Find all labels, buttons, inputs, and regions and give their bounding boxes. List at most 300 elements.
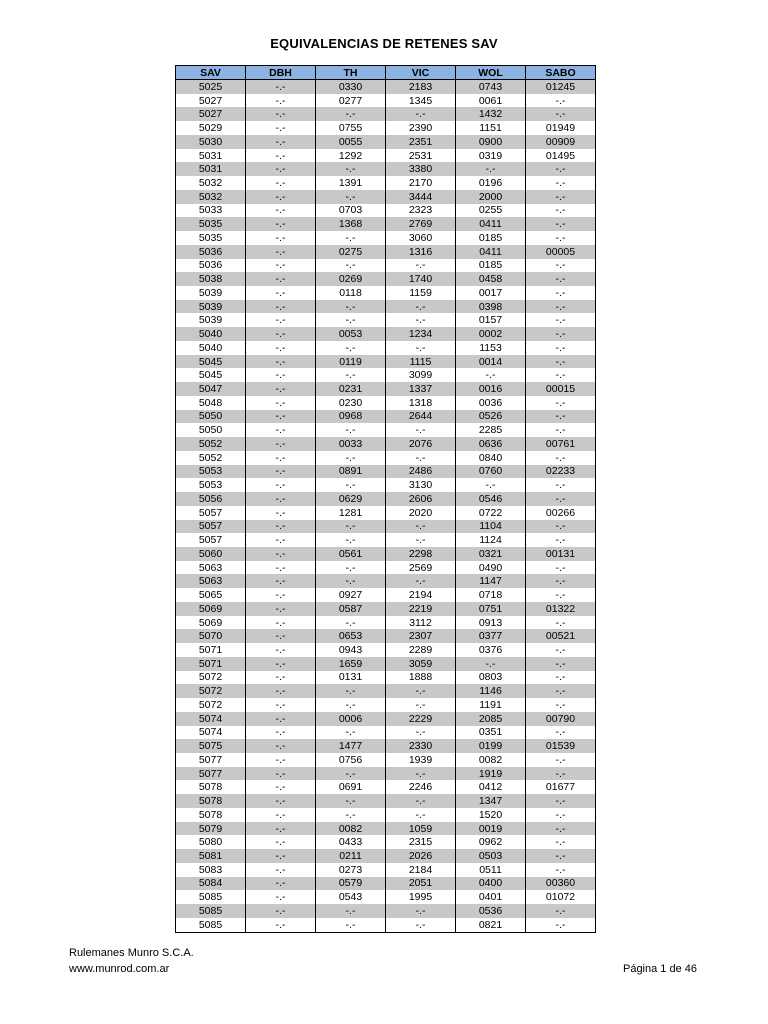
cell-sav: 5045 bbox=[176, 355, 246, 369]
cell-wol: 1104 bbox=[456, 520, 526, 534]
cell-sav: 5047 bbox=[176, 382, 246, 396]
cell-dbh: -.- bbox=[246, 767, 316, 781]
cell-wol: 0255 bbox=[456, 204, 526, 218]
table-row bbox=[176, 767, 596, 781]
cell-sav: 5085 bbox=[176, 890, 246, 904]
cell-sabo: -.- bbox=[526, 588, 596, 602]
cell-sav: 5063 bbox=[176, 574, 246, 588]
cell-th: 0131 bbox=[316, 671, 386, 685]
cell-wol: 0900 bbox=[456, 135, 526, 149]
cell-sav: 5035 bbox=[176, 217, 246, 231]
cell-dbh: -.- bbox=[246, 712, 316, 726]
table-row bbox=[176, 877, 596, 891]
cell-th: -.- bbox=[316, 259, 386, 273]
page-title: EQUIVALENCIAS DE RETENES SAV bbox=[270, 36, 498, 51]
cell-dbh: -.- bbox=[246, 327, 316, 341]
cell-wol: 1146 bbox=[456, 684, 526, 698]
cell-sabo: -.- bbox=[526, 368, 596, 382]
cell-dbh: -.- bbox=[246, 451, 316, 465]
cell-sabo: -.- bbox=[526, 726, 596, 740]
cell-th: 0082 bbox=[316, 822, 386, 836]
cell-sav: 5069 bbox=[176, 616, 246, 630]
table-row bbox=[176, 300, 596, 314]
cell-th: -.- bbox=[316, 313, 386, 327]
cell-sabo: -.- bbox=[526, 520, 596, 534]
table-row bbox=[176, 272, 596, 286]
cell-th: 0943 bbox=[316, 643, 386, 657]
cell-sabo: -.- bbox=[526, 616, 596, 630]
cell-vic: 1345 bbox=[386, 94, 456, 108]
cell-th: 0275 bbox=[316, 245, 386, 259]
cell-sav: 5074 bbox=[176, 726, 246, 740]
cell-th: 0587 bbox=[316, 602, 386, 616]
cell-sabo: -.- bbox=[526, 753, 596, 767]
cell-th: -.- bbox=[316, 300, 386, 314]
cell-dbh: -.- bbox=[246, 643, 316, 657]
cell-wol: 0319 bbox=[456, 149, 526, 163]
cell-dbh: -.- bbox=[246, 602, 316, 616]
cell-sav: 5036 bbox=[176, 245, 246, 259]
cell-vic: 2184 bbox=[386, 863, 456, 877]
cell-wol: 1151 bbox=[456, 121, 526, 135]
cell-sabo: -.- bbox=[526, 217, 596, 231]
table-row bbox=[176, 217, 596, 231]
table-row bbox=[176, 588, 596, 602]
table-row bbox=[176, 863, 596, 877]
cell-sav: 5035 bbox=[176, 231, 246, 245]
cell-vic: -.- bbox=[386, 107, 456, 121]
cell-vic: 2183 bbox=[386, 80, 456, 94]
cell-sav: 5078 bbox=[176, 794, 246, 808]
cell-sav: 5078 bbox=[176, 808, 246, 822]
cell-sabo: -.- bbox=[526, 533, 596, 547]
cell-dbh: -.- bbox=[246, 204, 316, 218]
cell-sabo: -.- bbox=[526, 272, 596, 286]
table-row bbox=[176, 561, 596, 575]
cell-wol: 2085 bbox=[456, 712, 526, 726]
cell-vic: 1939 bbox=[386, 753, 456, 767]
cell-dbh: -.- bbox=[246, 162, 316, 176]
cell-th: 0006 bbox=[316, 712, 386, 726]
table-row bbox=[176, 382, 596, 396]
cell-wol: 1191 bbox=[456, 698, 526, 712]
cell-sabo: 01949 bbox=[526, 121, 596, 135]
table-row bbox=[176, 533, 596, 547]
table-row bbox=[176, 437, 596, 451]
cell-sav: 5060 bbox=[176, 547, 246, 561]
cell-sabo: -.- bbox=[526, 684, 596, 698]
cell-th: -.- bbox=[316, 451, 386, 465]
cell-sav: 5052 bbox=[176, 451, 246, 465]
cell-th: -.- bbox=[316, 698, 386, 712]
cell-sabo: -.- bbox=[526, 204, 596, 218]
cell-sabo: -.- bbox=[526, 574, 596, 588]
cell-sav: 5077 bbox=[176, 753, 246, 767]
table-row bbox=[176, 492, 596, 506]
cell-dbh: -.- bbox=[246, 423, 316, 437]
cell-dbh: -.- bbox=[246, 492, 316, 506]
cell-vic: 1234 bbox=[386, 327, 456, 341]
cell-th: 0033 bbox=[316, 437, 386, 451]
cell-vic: -.- bbox=[386, 341, 456, 355]
cell-th: -.- bbox=[316, 341, 386, 355]
table-row bbox=[176, 176, 596, 190]
cell-th: 0891 bbox=[316, 465, 386, 479]
cell-th: 0927 bbox=[316, 588, 386, 602]
table-row bbox=[176, 726, 596, 740]
cell-sav: 5038 bbox=[176, 272, 246, 286]
table-row bbox=[176, 465, 596, 479]
cell-th: -.- bbox=[316, 616, 386, 630]
cell-sabo: 01072 bbox=[526, 890, 596, 904]
cell-vic: -.- bbox=[386, 794, 456, 808]
cell-vic: 3059 bbox=[386, 657, 456, 671]
cell-vic: 1115 bbox=[386, 355, 456, 369]
cell-wol: 0377 bbox=[456, 629, 526, 643]
equivalence-table bbox=[175, 65, 596, 933]
cell-sabo: -.- bbox=[526, 313, 596, 327]
cell-sabo: -.- bbox=[526, 657, 596, 671]
cell-wol: 1153 bbox=[456, 341, 526, 355]
table-row bbox=[176, 121, 596, 135]
cell-dbh: -.- bbox=[246, 506, 316, 520]
cell-sav: 5065 bbox=[176, 588, 246, 602]
cell-sav: 5071 bbox=[176, 657, 246, 671]
cell-th: 0629 bbox=[316, 492, 386, 506]
cell-th: 0561 bbox=[316, 547, 386, 561]
cell-th: -.- bbox=[316, 162, 386, 176]
cell-sav: 5027 bbox=[176, 94, 246, 108]
cell-sav: 5032 bbox=[176, 190, 246, 204]
cell-wol: 0321 bbox=[456, 547, 526, 561]
table-row bbox=[176, 396, 596, 410]
cell-dbh: -.- bbox=[246, 313, 316, 327]
cell-th: 0053 bbox=[316, 327, 386, 341]
cell-dbh: -.- bbox=[246, 877, 316, 891]
cell-vic: 1059 bbox=[386, 822, 456, 836]
cell-sabo: -.- bbox=[526, 904, 596, 918]
cell-wol: 0511 bbox=[456, 863, 526, 877]
cell-wol: -.- bbox=[456, 657, 526, 671]
cell-dbh: -.- bbox=[246, 588, 316, 602]
cell-dbh: -.- bbox=[246, 849, 316, 863]
cell-sabo: 00015 bbox=[526, 382, 596, 396]
cell-dbh: -.- bbox=[246, 547, 316, 561]
cell-dbh: -.- bbox=[246, 520, 316, 534]
cell-sabo: -.- bbox=[526, 341, 596, 355]
cell-vic: 2531 bbox=[386, 149, 456, 163]
cell-wol: 0016 bbox=[456, 382, 526, 396]
cell-sav: 5085 bbox=[176, 918, 246, 932]
cell-wol: 0760 bbox=[456, 465, 526, 479]
cell-sabo: -.- bbox=[526, 259, 596, 273]
table-row bbox=[176, 904, 596, 918]
cell-wol: 1432 bbox=[456, 107, 526, 121]
cell-wol: -.- bbox=[456, 162, 526, 176]
table-row bbox=[176, 355, 596, 369]
table-row bbox=[176, 602, 596, 616]
cell-th: 0703 bbox=[316, 204, 386, 218]
cell-sav: 5053 bbox=[176, 465, 246, 479]
cell-dbh: -.- bbox=[246, 684, 316, 698]
cell-wol: 0913 bbox=[456, 616, 526, 630]
cell-sav: 5077 bbox=[176, 767, 246, 781]
cell-sav: 5039 bbox=[176, 313, 246, 327]
cell-dbh: -.- bbox=[246, 561, 316, 575]
cell-sabo: 00131 bbox=[526, 547, 596, 561]
cell-wol: 0185 bbox=[456, 259, 526, 273]
table-row bbox=[176, 313, 596, 327]
cell-dbh: -.- bbox=[246, 753, 316, 767]
cell-vic: 2170 bbox=[386, 176, 456, 190]
cell-wol: 2285 bbox=[456, 423, 526, 437]
table-row bbox=[176, 94, 596, 108]
cell-sav: 5078 bbox=[176, 780, 246, 794]
cell-dbh: -.- bbox=[246, 794, 316, 808]
cell-dbh: -.- bbox=[246, 780, 316, 794]
table-row bbox=[176, 286, 596, 300]
cell-sabo: -.- bbox=[526, 107, 596, 121]
cell-wol: 0536 bbox=[456, 904, 526, 918]
cell-dbh: -.- bbox=[246, 176, 316, 190]
cell-th: -.- bbox=[316, 107, 386, 121]
cell-sav: 5057 bbox=[176, 520, 246, 534]
cell-th: -.- bbox=[316, 423, 386, 437]
cell-sav: 5040 bbox=[176, 341, 246, 355]
column-header-dbh: DBH bbox=[246, 66, 316, 80]
cell-sav: 5085 bbox=[176, 904, 246, 918]
table-row bbox=[176, 890, 596, 904]
table-row bbox=[176, 547, 596, 561]
cell-dbh: -.- bbox=[246, 341, 316, 355]
table-row bbox=[176, 327, 596, 341]
cell-vic: 2289 bbox=[386, 643, 456, 657]
cell-sav: 5045 bbox=[176, 368, 246, 382]
cell-vic: 2606 bbox=[386, 492, 456, 506]
cell-sav: 5081 bbox=[176, 849, 246, 863]
cell-dbh: -.- bbox=[246, 629, 316, 643]
cell-th: 0230 bbox=[316, 396, 386, 410]
cell-dbh: -.- bbox=[246, 259, 316, 273]
table-row bbox=[176, 918, 596, 932]
cell-wol: 0636 bbox=[456, 437, 526, 451]
table-row bbox=[176, 410, 596, 424]
cell-vic: -.- bbox=[386, 698, 456, 712]
cell-th: -.- bbox=[316, 478, 386, 492]
cell-wol: 1919 bbox=[456, 767, 526, 781]
table-row bbox=[176, 149, 596, 163]
table-row bbox=[176, 423, 596, 437]
cell-dbh: -.- bbox=[246, 80, 316, 94]
cell-sabo: -.- bbox=[526, 300, 596, 314]
cell-sabo: -.- bbox=[526, 492, 596, 506]
table-row bbox=[176, 657, 596, 671]
cell-sav: 5040 bbox=[176, 327, 246, 341]
cell-dbh: -.- bbox=[246, 739, 316, 753]
cell-wol: 0962 bbox=[456, 835, 526, 849]
cell-vic: 2390 bbox=[386, 121, 456, 135]
table-row bbox=[176, 341, 596, 355]
cell-th: 0433 bbox=[316, 835, 386, 849]
cell-th: -.- bbox=[316, 520, 386, 534]
table-row bbox=[176, 245, 596, 259]
cell-sav: 5039 bbox=[176, 286, 246, 300]
cell-sav: 5074 bbox=[176, 712, 246, 726]
cell-sav: 5031 bbox=[176, 162, 246, 176]
cell-vic: -.- bbox=[386, 808, 456, 822]
cell-wol: 0722 bbox=[456, 506, 526, 520]
cell-vic: 3099 bbox=[386, 368, 456, 382]
cell-vic: 2298 bbox=[386, 547, 456, 561]
cell-th: -.- bbox=[316, 231, 386, 245]
cell-sav: 5063 bbox=[176, 561, 246, 575]
cell-wol: 1520 bbox=[456, 808, 526, 822]
cell-sabo: 00909 bbox=[526, 135, 596, 149]
cell-sabo: -.- bbox=[526, 671, 596, 685]
cell-sav: 5029 bbox=[176, 121, 246, 135]
cell-vic: 2644 bbox=[386, 410, 456, 424]
cell-wol: -.- bbox=[456, 368, 526, 382]
cell-sabo: 00790 bbox=[526, 712, 596, 726]
table-header bbox=[176, 66, 596, 80]
cell-th: 0579 bbox=[316, 877, 386, 891]
column-header-th: TH bbox=[316, 66, 386, 80]
cell-th: -.- bbox=[316, 190, 386, 204]
cell-th: -.- bbox=[316, 561, 386, 575]
cell-sabo: -.- bbox=[526, 918, 596, 932]
cell-dbh: -.- bbox=[246, 465, 316, 479]
cell-sabo: 00521 bbox=[526, 629, 596, 643]
table-row bbox=[176, 574, 596, 588]
cell-sabo: -.- bbox=[526, 561, 596, 575]
table-row bbox=[176, 684, 596, 698]
cell-th: 1281 bbox=[316, 506, 386, 520]
cell-dbh: -.- bbox=[246, 135, 316, 149]
cell-th: -.- bbox=[316, 767, 386, 781]
cell-sav: 5072 bbox=[176, 698, 246, 712]
cell-vic: -.- bbox=[386, 904, 456, 918]
cell-th: -.- bbox=[316, 574, 386, 588]
cell-wol: 0002 bbox=[456, 327, 526, 341]
cell-vic: 2330 bbox=[386, 739, 456, 753]
cell-vic: 2307 bbox=[386, 629, 456, 643]
cell-sabo: -.- bbox=[526, 190, 596, 204]
cell-dbh: -.- bbox=[246, 574, 316, 588]
cell-dbh: -.- bbox=[246, 355, 316, 369]
cell-sav: 5050 bbox=[176, 423, 246, 437]
cell-dbh: -.- bbox=[246, 382, 316, 396]
cell-sabo: -.- bbox=[526, 451, 596, 465]
cell-wol: 0526 bbox=[456, 410, 526, 424]
table-row bbox=[176, 478, 596, 492]
cell-sav: 5032 bbox=[176, 176, 246, 190]
cell-th: 0119 bbox=[316, 355, 386, 369]
cell-vic: 1888 bbox=[386, 671, 456, 685]
cell-sabo: -.- bbox=[526, 286, 596, 300]
cell-vic: -.- bbox=[386, 533, 456, 547]
cell-vic: 3060 bbox=[386, 231, 456, 245]
cell-sabo: 01245 bbox=[526, 80, 596, 94]
table-row bbox=[176, 451, 596, 465]
table-row bbox=[176, 107, 596, 121]
cell-vic: 2219 bbox=[386, 602, 456, 616]
cell-th: 0273 bbox=[316, 863, 386, 877]
footer-page-number: Página 1 de 46 bbox=[622, 963, 697, 975]
cell-dbh: -.- bbox=[246, 272, 316, 286]
cell-sav: 5084 bbox=[176, 877, 246, 891]
cell-th: 0755 bbox=[316, 121, 386, 135]
cell-dbh: -.- bbox=[246, 368, 316, 382]
column-header-wol: WOL bbox=[456, 66, 526, 80]
cell-wol: 0412 bbox=[456, 780, 526, 794]
cell-wol: 0411 bbox=[456, 245, 526, 259]
table-row bbox=[176, 849, 596, 863]
cell-vic: -.- bbox=[386, 423, 456, 437]
cell-sav: 5083 bbox=[176, 863, 246, 877]
cell-sav: 5036 bbox=[176, 259, 246, 273]
cell-th: -.- bbox=[316, 918, 386, 932]
cell-th: 1368 bbox=[316, 217, 386, 231]
cell-sav: 5056 bbox=[176, 492, 246, 506]
cell-th: 0968 bbox=[316, 410, 386, 424]
cell-wol: 0400 bbox=[456, 877, 526, 891]
cell-wol: 0351 bbox=[456, 726, 526, 740]
cell-th: 1292 bbox=[316, 149, 386, 163]
cell-wol: 0376 bbox=[456, 643, 526, 657]
cell-sabo: -.- bbox=[526, 808, 596, 822]
cell-vic: 2229 bbox=[386, 712, 456, 726]
footer-company: Rulemanes Munro S.C.A. bbox=[69, 947, 194, 959]
cell-sabo: 00360 bbox=[526, 877, 596, 891]
cell-sav: 5057 bbox=[176, 506, 246, 520]
cell-dbh: -.- bbox=[246, 904, 316, 918]
cell-sabo: -.- bbox=[526, 767, 596, 781]
table-row bbox=[176, 671, 596, 685]
cell-dbh: -.- bbox=[246, 657, 316, 671]
cell-dbh: -.- bbox=[246, 396, 316, 410]
cell-th: -.- bbox=[316, 904, 386, 918]
table-body bbox=[176, 80, 596, 933]
cell-sabo: -.- bbox=[526, 822, 596, 836]
cell-wol: 0014 bbox=[456, 355, 526, 369]
cell-sav: 5071 bbox=[176, 643, 246, 657]
cell-vic: 2486 bbox=[386, 465, 456, 479]
cell-sav: 5079 bbox=[176, 822, 246, 836]
cell-wol: 0398 bbox=[456, 300, 526, 314]
cell-sabo: -.- bbox=[526, 478, 596, 492]
cell-wol: 0019 bbox=[456, 822, 526, 836]
cell-sabo: -.- bbox=[526, 231, 596, 245]
cell-th: -.- bbox=[316, 533, 386, 547]
cell-vic: -.- bbox=[386, 300, 456, 314]
cell-vic: 1318 bbox=[386, 396, 456, 410]
cell-wol: 0840 bbox=[456, 451, 526, 465]
cell-dbh: -.- bbox=[246, 121, 316, 135]
cell-vic: 1316 bbox=[386, 245, 456, 259]
cell-sabo: 00761 bbox=[526, 437, 596, 451]
cell-sav: 5080 bbox=[176, 835, 246, 849]
cell-wol: 0503 bbox=[456, 849, 526, 863]
cell-dbh: -.- bbox=[246, 217, 316, 231]
cell-dbh: -.- bbox=[246, 671, 316, 685]
cell-dbh: -.- bbox=[246, 808, 316, 822]
cell-sabo: 01539 bbox=[526, 739, 596, 753]
table-row bbox=[176, 135, 596, 149]
cell-sabo: 01322 bbox=[526, 602, 596, 616]
cell-wol: 0036 bbox=[456, 396, 526, 410]
cell-dbh: -.- bbox=[246, 149, 316, 163]
cell-th: -.- bbox=[316, 794, 386, 808]
